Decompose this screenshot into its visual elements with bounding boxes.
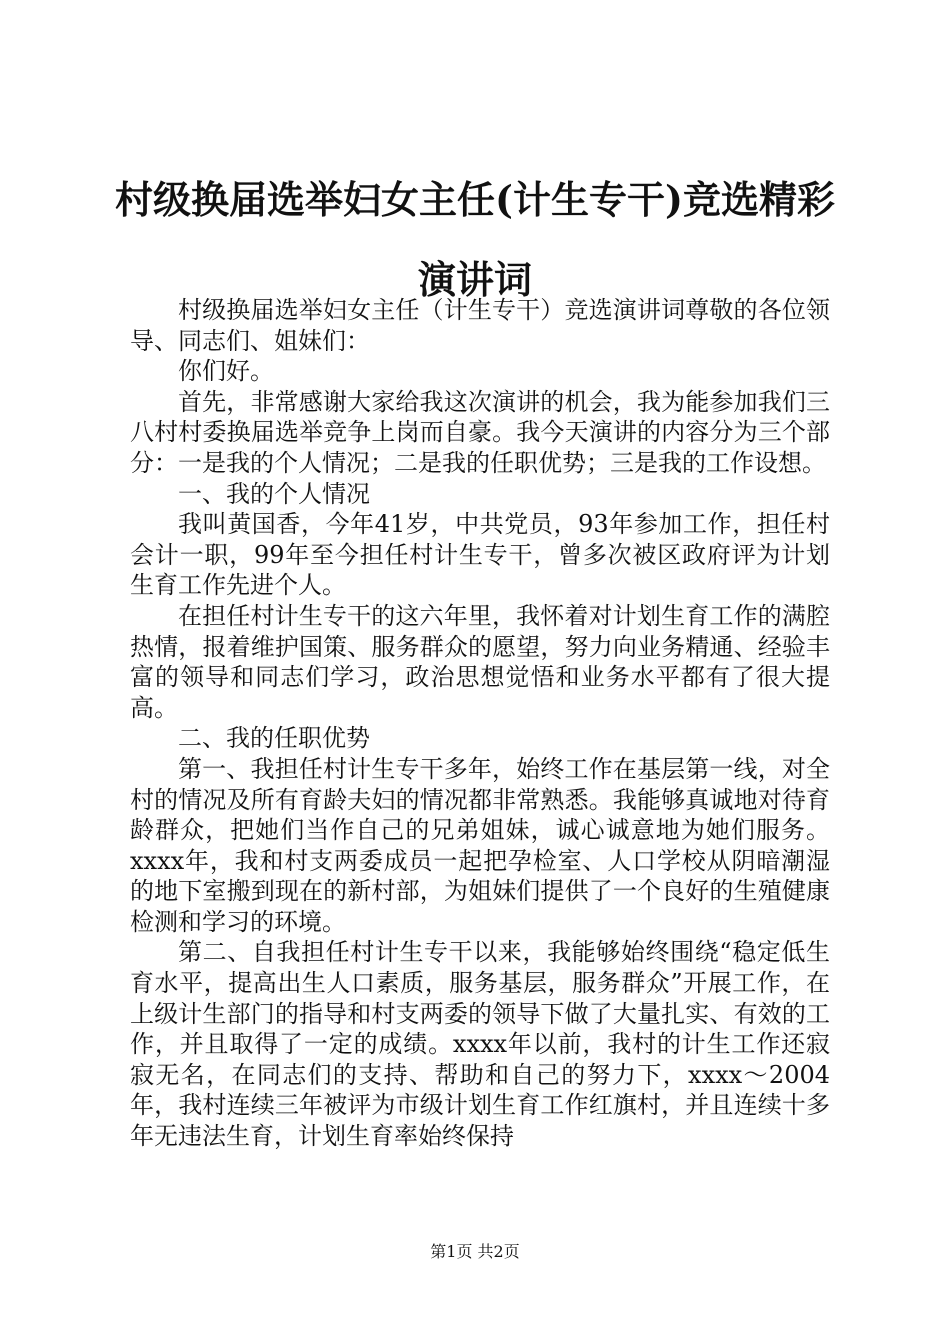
paragraph-intro: 首先，非常感谢大家给我这次演讲的机会，我为能参加我们三八村村委换届选举竞争上岗而自豪。我今天演讲的内容分为三个部分：一是我的个人情况；二是我的任职优势；三是我的工作设想。 [130,387,830,477]
paragraph-personal-info: 我叫黄国香，今年41岁，中共党员，93年参加工作，担任村会计一职，99年至今担任村计生专干，曾多次被区政府评为计划生育工作先进个人。 [130,510,830,600]
paragraph-six-years: 在担任村计生专干的这六年里，我怀着对计划生育工作的满腔热情，报着维护国策、服务群众的愿望，努力向业务精通、经验丰富的领导和同志们学习，政治思想觉悟和业务水平都有了很大提高。 [130,601,830,722]
paragraph-hello: 你们好。 [178,357,274,386]
paragraph-advantage-second: 第二、自我担任村计生专干以来，我能够始终围绕“稳定低生育水平，提高出生人口素质，服务基层，服务群众”开展工作，在上级计生部门的指导和村支两委的领导下做了大量扎实、有效的工作，并且取得了一定的成绩。xxxx年以前，我村的计生工作还寂寂无名，在同志们的支持、帮助和自己的努力下，xxxx～2004年，我村连续三年被评为市级计划生育工作红旗村，并且连续十多年无违法生育，计划生育率始终保持 [130,938,830,1151]
paragraph-greeting: 村级换届选举妇女主任（计生专干）竞选演讲词尊敬的各位领导、同志们、姐妹们： [130,296,830,355]
document-body [130,295,830,1152]
section-heading-personal: 一、我的个人情况 [178,479,370,508]
document-title: 村级换届选举妇女主任(计生专干)竞选精彩演讲词 [115,177,835,302]
page-number-footer: 第1页 共2页 [430,1242,520,1261]
section-heading-advantages: 二、我的任职优势 [178,724,370,753]
paragraph-advantage-first: 第一、我担任村计生专干多年，始终工作在基层第一线，对全村的情况及所有育龄夫妇的情况都非常熟悉。我能够真诚地对待育龄群众，把她们当作自己的兄弟姐妹，诚心诚意地为她们服务。xxxx年，我和村支两委成员一起把孕检室、人口学校从阴暗潮湿的地下室搬到现在的新村部，为姐妹们提供了一个良好的生殖健康检测和学习的环境。 [130,754,830,936]
